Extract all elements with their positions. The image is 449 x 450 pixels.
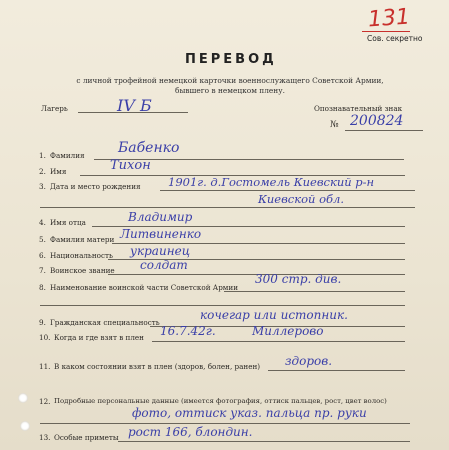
field-13-value: рост 166, блондин. [128, 425, 253, 439]
document-subtitle-line2: бывшего в немецком плену. [175, 86, 285, 95]
field-3-value-line2: Киевской обл. [258, 192, 345, 206]
field-1-value: Бабенко [118, 140, 180, 156]
id-tag-value: 200824 [350, 113, 404, 129]
field-10-underline [152, 341, 405, 342]
camp-value: IV Б [117, 96, 152, 115]
field-5-label: Фамилия матери [50, 235, 115, 244]
id-tag-label: Опознавательный знак [314, 104, 403, 113]
field-2-label: Имя [50, 167, 67, 176]
field-13-number: 13. [39, 433, 51, 442]
field-10-number: 10. [39, 333, 51, 342]
field-11-label: В каком состоянии взят в плен (здоров, болен, ранен) [54, 362, 261, 371]
field-7-number: 7. [39, 266, 46, 275]
field-6-number: 6. [39, 251, 46, 260]
field-3-underline [160, 190, 415, 191]
field-6-value: украинец [130, 244, 191, 258]
field-1-label: Фамилия [50, 151, 85, 160]
field-2-number: 2. [39, 167, 46, 176]
id-tag-underline [345, 130, 423, 131]
field-2-value: Тихон [110, 158, 151, 173]
field-10-date: 16.7.42г. [160, 324, 216, 338]
field-12-underline [40, 423, 410, 424]
field-12-value: фото, оттиск указ. пальца пр. руки [132, 406, 367, 420]
field-8-underline [224, 291, 405, 292]
field-6-label: Национальность [50, 251, 113, 260]
camp-label: Лагерь [41, 104, 68, 113]
field-11-underline [268, 370, 405, 371]
field-9-value: кочегар или истопник. [200, 308, 348, 322]
punch-hole [18, 393, 28, 403]
field-7-value: солдат [140, 258, 188, 272]
field-12-number: 12. [39, 397, 51, 406]
field-7-label: Воинское звание [50, 266, 115, 275]
field-13-underline [118, 441, 410, 442]
field-3-number: 3. [39, 182, 46, 191]
field-3-underline-2 [40, 207, 415, 208]
field-3-value: 1901г. д.Гостомель Киевский р-н [168, 175, 375, 189]
id-tag-number-sign: № [330, 120, 339, 130]
field-4-number: 4. [39, 218, 46, 227]
field-4-label: Имя отца [50, 218, 86, 227]
field-10-place: Миллерово [252, 324, 324, 338]
document-subtitle-line1: с личной трофейной немецкой карточки военнослужащего Советской Армии, [76, 76, 384, 85]
field-5-number: 5. [39, 235, 46, 244]
field-1-number: 1. [39, 151, 46, 160]
field-8-underline-2 [40, 305, 405, 306]
field-3-label: Дата и место рождения [50, 182, 141, 191]
field-4-value: Владимир [128, 210, 193, 224]
field-9-number: 9. [39, 318, 46, 327]
archive-number: 131 [367, 4, 411, 33]
field-11-number: 11. [39, 362, 51, 371]
field-12-label: Подробные персональные данные (имеется фотография, оттиск пальцев, рост, цвет волос) [54, 397, 387, 405]
punch-hole [20, 421, 30, 431]
field-8-value: 300 стр. див. [255, 272, 342, 286]
field-8-number: 8. [39, 283, 46, 292]
secrecy-stamp: Сов. секретно [367, 34, 423, 43]
field-5-value: Литвиненко [120, 227, 202, 241]
field-10-label: Когда и где взят в плен [54, 333, 144, 342]
document-title: ПЕРЕВОД [185, 52, 277, 67]
field-13-label: Особые приметы [54, 433, 119, 442]
archive-number-underline [362, 31, 410, 32]
field-11-value: здоров. [285, 354, 333, 368]
field-8-label: Наименование воинской части Советской Армии [50, 283, 238, 292]
field-9-label: Гражданская специальность [50, 318, 160, 327]
